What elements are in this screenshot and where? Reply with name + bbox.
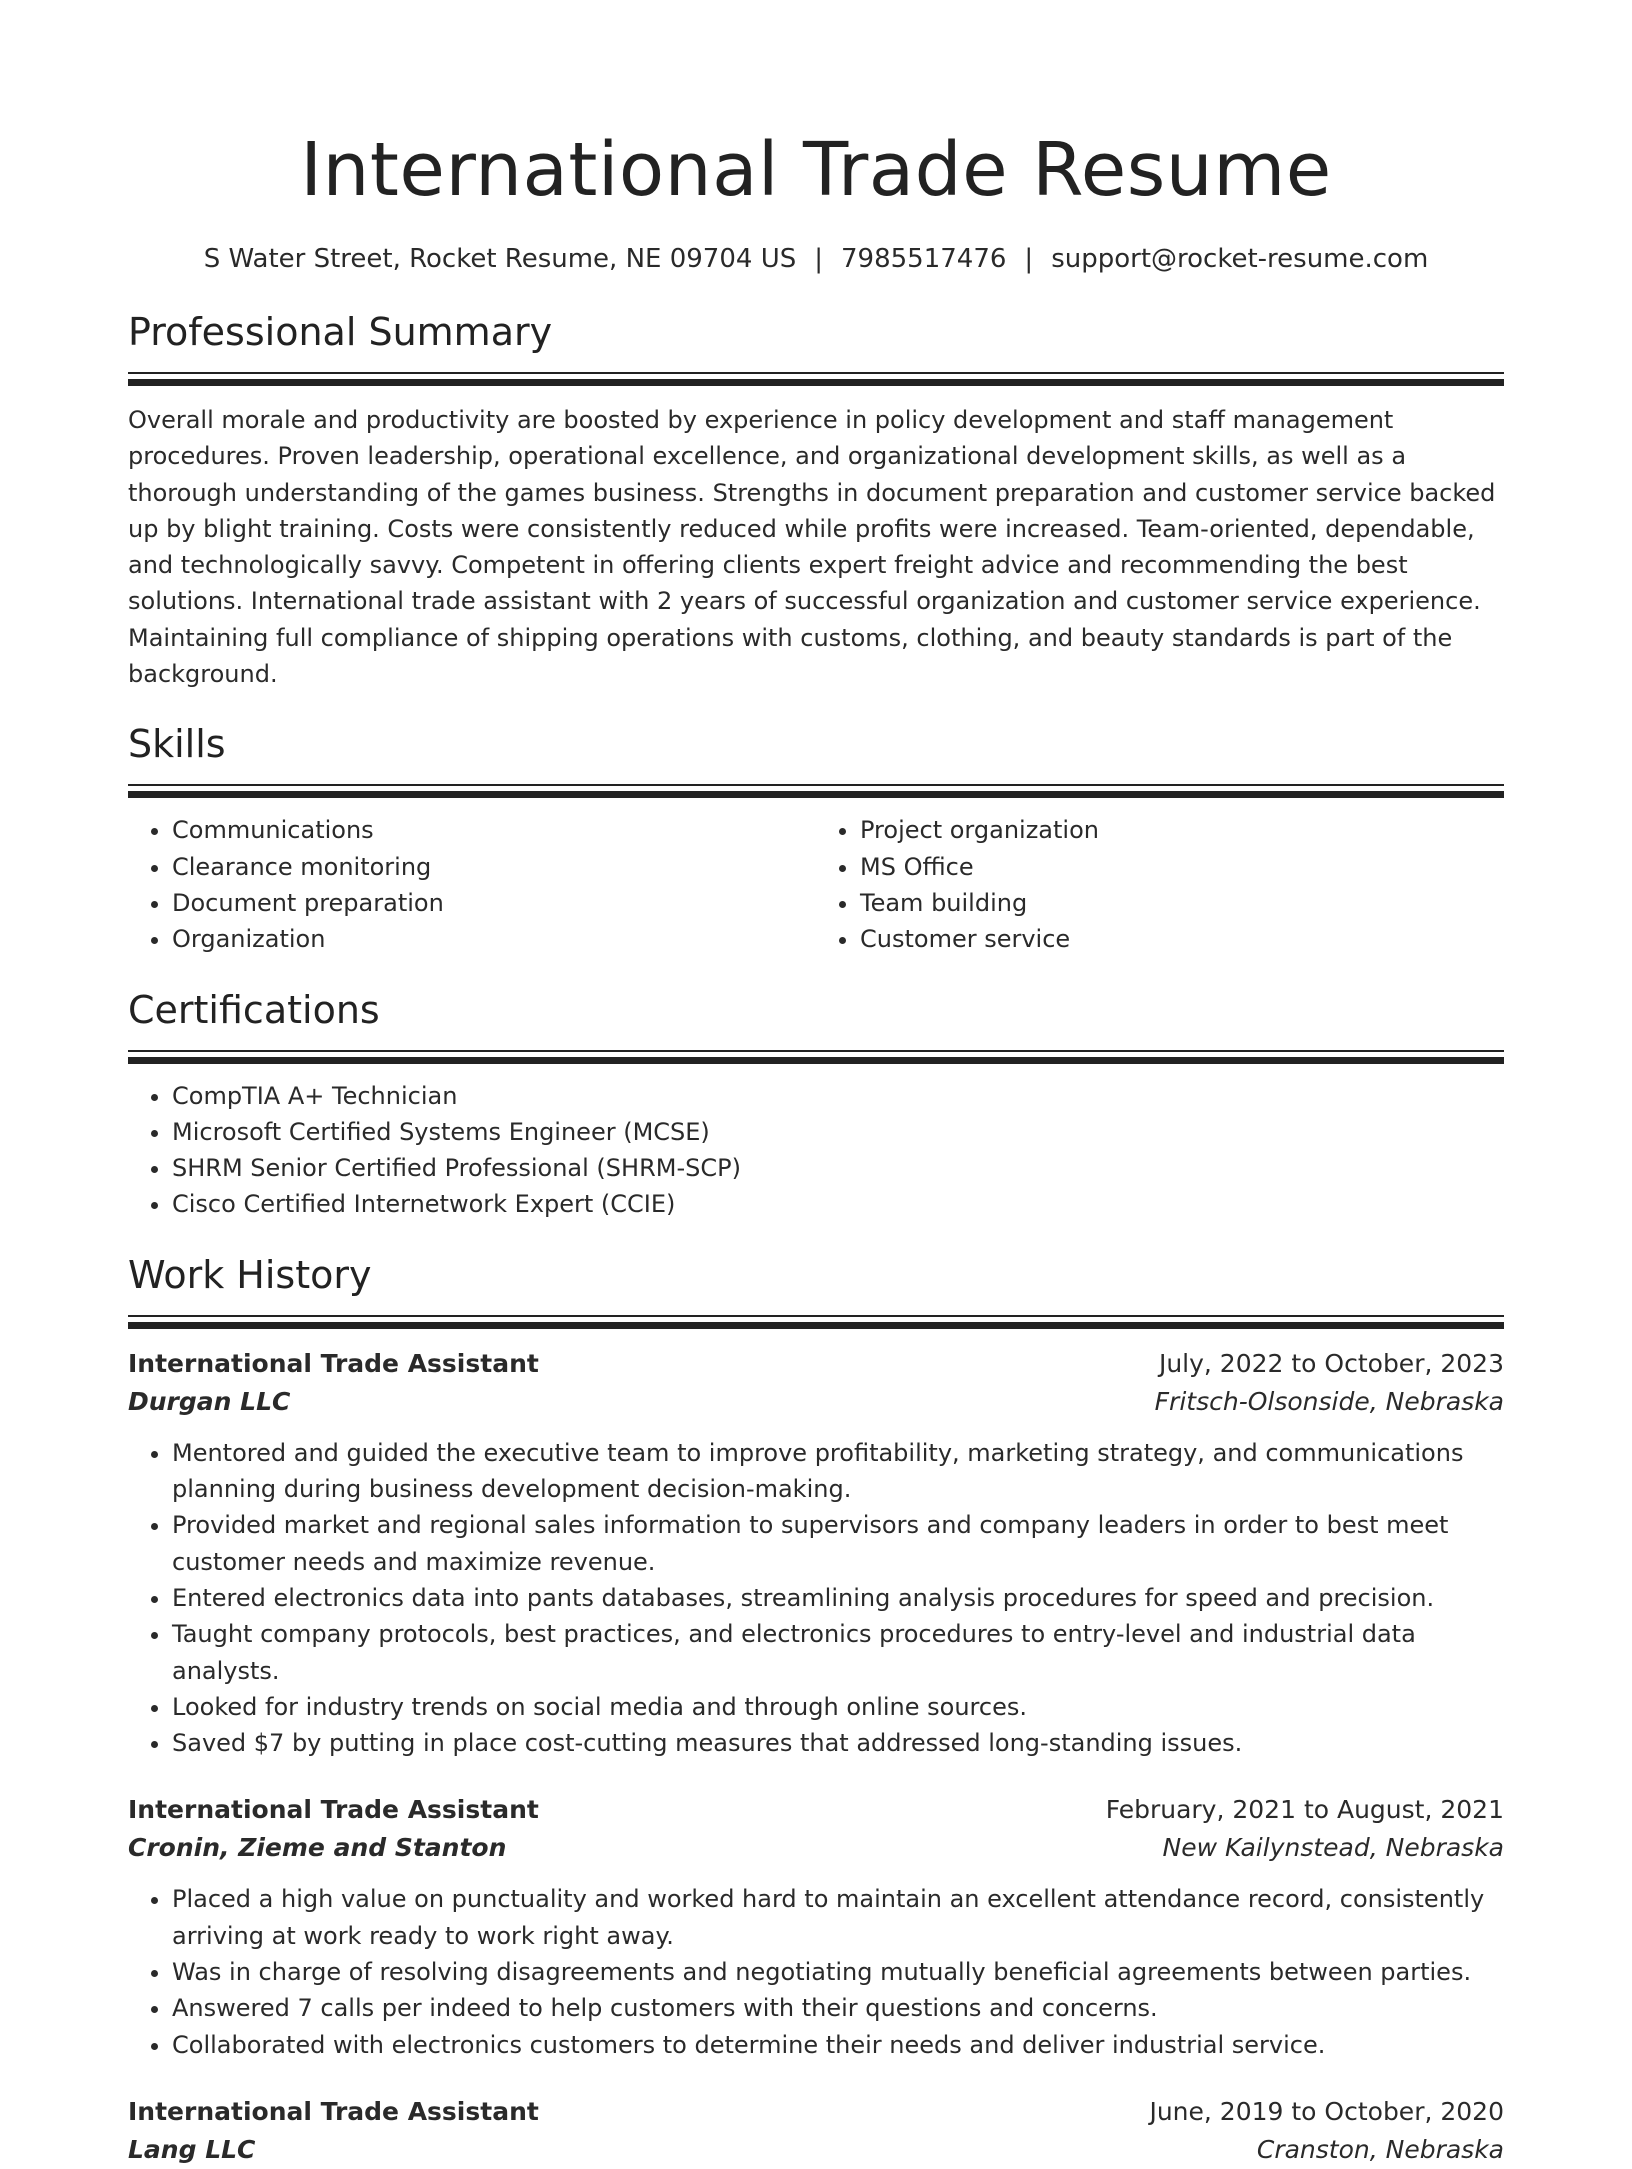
- skills-section: [128, 720, 1504, 957]
- address: S Water Street, Rocket Resume, NE 09704 US: [203, 244, 797, 274]
- skill-item: • Organization: [172, 921, 816, 957]
- skills-list-right: [816, 812, 1504, 957]
- job-bullet: • Entered electronics data into pants databases, streamlining analysis procedures for speed and precision.: [172, 1580, 1504, 1616]
- job-dates: June, 2019 to October, 2020: [1149, 2096, 1504, 2126]
- job-subheader: [128, 1829, 1504, 1867]
- skills-list-left: [128, 812, 816, 957]
- skill-item: • Clearance monitoring: [172, 849, 816, 885]
- job-bullet: • Collaborated with electronics customers to determine their needs and deliver industrial service.: [172, 2027, 1504, 2063]
- skill-item: • Customer service: [860, 921, 1504, 957]
- phone: 7985517476: [841, 244, 1007, 274]
- section-divider: [128, 1315, 1504, 1329]
- job-header: [128, 1345, 1504, 1383]
- skill-item: • Document preparation: [172, 885, 816, 921]
- job-dates: February, 2021 to August, 2021: [1105, 1795, 1504, 1825]
- email: support@rocket-resume.com: [1051, 244, 1429, 274]
- summary-section: [128, 308, 1504, 692]
- certifications-list: [128, 1078, 1504, 1223]
- job-bullets: [128, 1435, 1504, 1762]
- work-history-section: [128, 1251, 1504, 2169]
- skill-item: • Communications: [172, 812, 816, 848]
- separator: |: [1024, 244, 1034, 274]
- job-subheader: [128, 1383, 1504, 1421]
- section-heading-summary: Professional Summary: [128, 310, 553, 354]
- certification-item: • Microsoft Certified Systems Engineer (MCSE): [172, 1114, 1504, 1150]
- section-heading-certifications: Certifications: [128, 987, 380, 1032]
- job-entry: [128, 2093, 1504, 2169]
- job-title: International Trade Assistant: [128, 2096, 539, 2126]
- section-divider: [128, 1050, 1504, 1064]
- job-title: International Trade Assistant: [128, 1795, 539, 1825]
- job-bullet: • Answered 7 calls per indeed to help customers with their questions and concerns.: [172, 1990, 1504, 2026]
- certification-item: • CompTIA A+ Technician: [172, 1078, 1504, 1114]
- certification-item: • SHRM Senior Certified Professional (SHRM-SCP): [172, 1150, 1504, 1186]
- contact-line: [128, 242, 1504, 276]
- job-bullet: • Saved $7 by putting in place cost-cutting measures that addressed long-standing issues.: [172, 1725, 1504, 1761]
- job-entry: [128, 1791, 1504, 2062]
- section-divider: [128, 784, 1504, 798]
- job-bullet: • Looked for industry trends on social media and through online sources.: [172, 1689, 1504, 1725]
- job-company: Lang LLC: [128, 2134, 256, 2164]
- summary-text: Overall morale and productivity are boosted by experience in policy development and staff management procedures. Proven leadership, operational excellence, and organizational development skills, as well as a thorough understanding of the games business. Strengths in document preparation and customer service backed up by blight training. Costs were consistently reduced while profits were increased. Team-oriented, dependable, and technologically savvy. Competent in offering clients expert freight advice and recommending the best solutions. International trade assistant with 2 years of successful organization and customer service experience. Maintaining full compliance of shipping operations with customs, clothing, and beauty standards is part of the background.: [128, 406, 1496, 689]
- job-bullet: • Mentored and guided the executive team to improve profitability, marketing strategy, and communications planning during business development decision-making.: [172, 1435, 1504, 1508]
- job-company: Cronin, Zieme and Stanton: [128, 1833, 507, 1863]
- skill-item: • Project organization: [860, 812, 1504, 848]
- job-title: International Trade Assistant: [128, 1348, 539, 1378]
- certifications-section: [128, 986, 1504, 1223]
- skills-columns: [128, 812, 1504, 957]
- job-bullet: • Was in charge of resolving disagreements and negotiating mutually beneficial agreements between parties.: [172, 1954, 1504, 1990]
- job-bullets: [128, 1881, 1504, 2062]
- job-header: [128, 1791, 1504, 1829]
- job-subheader: [128, 2131, 1504, 2169]
- skill-item: • MS Office: [860, 849, 1504, 885]
- resume-title: International Trade Resume: [300, 127, 1332, 213]
- section-heading-work-history: Work History: [128, 1252, 372, 1297]
- job-location: New Kailynstead, Nebraska: [1162, 1833, 1504, 1863]
- section-heading-skills: Skills: [128, 722, 226, 767]
- job-bullet: • Taught company protocols, best practices, and electronics procedures to entry-level and industrial data analysts.: [172, 1616, 1504, 1689]
- job-entry: [128, 1345, 1504, 1762]
- section-divider: [128, 372, 1504, 386]
- skill-item: • Team building: [860, 885, 1504, 921]
- separator: |: [814, 244, 823, 274]
- job-company: Durgan LLC: [128, 1386, 291, 1416]
- job-location: Cranston, Nebraska: [1256, 2134, 1504, 2164]
- certification-item: • Cisco Certified Internetwork Expert (CCIE): [172, 1186, 1504, 1222]
- job-dates: July, 2022 to October, 2023: [1158, 1348, 1504, 1378]
- job-bullet: • Provided market and regional sales information to supervisors and company leaders in order to best meet customer needs and maximize revenue.: [172, 1507, 1504, 1580]
- job-location: Fritsch-Olsonside, Nebraska: [1154, 1386, 1504, 1416]
- job-bullet: • Placed a high value on punctuality and worked hard to maintain an excellent attendance record, consistently arriving at work ready to work right away.: [172, 1881, 1504, 1954]
